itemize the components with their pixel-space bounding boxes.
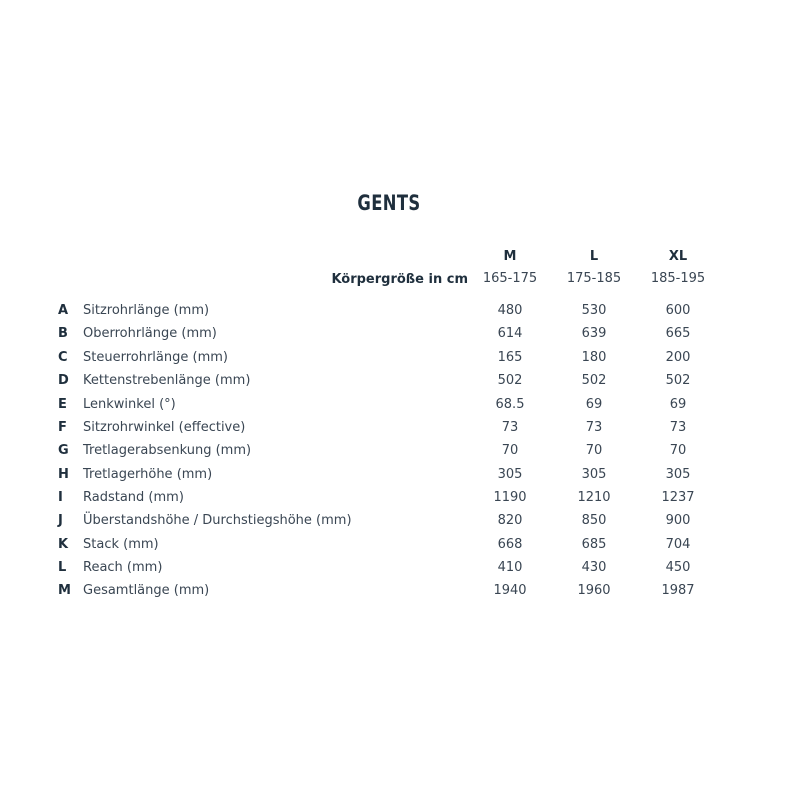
table-row: [0, 303, 807, 323]
value-l: 430: [581, 560, 607, 575]
value-l: 1960: [577, 583, 611, 598]
value-xl: 704: [665, 537, 691, 552]
table-row: [0, 420, 807, 440]
row-label: Tretlagerhöhe (mm): [83, 467, 213, 482]
value-m: 1940: [493, 583, 527, 598]
value-m: 70: [501, 443, 519, 458]
value-l: 69: [585, 397, 603, 412]
value-m: 502: [497, 373, 523, 388]
row-label: Steuerrohrlänge (mm): [83, 350, 228, 365]
page-title: GENTS: [357, 191, 421, 215]
table-row: [0, 397, 807, 417]
row-label: Oberrohrlänge (mm): [83, 326, 217, 341]
row-label: Sitzrohrwinkel (effective): [83, 420, 246, 435]
value-m: 1190: [493, 490, 527, 505]
row-letter: E: [58, 397, 67, 412]
value-l: 502: [581, 373, 607, 388]
body-height-label: Körpergröße in cm: [331, 272, 468, 287]
table-row: [0, 537, 807, 557]
value-xl: 450: [665, 560, 691, 575]
value-l: 70: [585, 443, 603, 458]
value-m: 820: [497, 513, 523, 528]
value-xl: 502: [665, 373, 691, 388]
value-m: 480: [497, 303, 523, 318]
row-letter: M: [58, 583, 71, 598]
row-letter: I: [58, 490, 63, 505]
table-row: [0, 443, 807, 463]
body-height-m: 165-175: [482, 271, 538, 286]
value-xl: 1987: [661, 583, 695, 598]
row-label: Sitzrohrlänge (mm): [83, 303, 210, 318]
value-m: 410: [497, 560, 523, 575]
value-m: 68.5: [495, 397, 525, 412]
row-letter: H: [58, 467, 69, 482]
table-row: [0, 513, 807, 533]
value-l: 685: [581, 537, 607, 552]
row-label: Gesamtlänge (mm): [83, 583, 210, 598]
table-row: [0, 490, 807, 510]
row-letter: A: [58, 303, 69, 318]
body-height-xl: 185-195: [650, 271, 706, 286]
value-l: 530: [581, 303, 607, 318]
value-xl: 70: [669, 443, 687, 458]
table-row: [0, 373, 807, 393]
row-label: Radstand (mm): [83, 490, 184, 505]
value-m: 614: [497, 326, 523, 341]
value-xl: 200: [665, 350, 691, 365]
row-letter: L: [58, 560, 67, 575]
value-m: 165: [497, 350, 523, 365]
value-xl: 900: [665, 513, 691, 528]
row-label: Kettenstrebenlänge (mm): [83, 373, 251, 388]
value-xl: 73: [669, 420, 687, 435]
size-header-m: M: [503, 249, 517, 264]
value-l: 73: [585, 420, 603, 435]
row-label: Lenkwinkel (°): [83, 397, 176, 412]
table-row: [0, 326, 807, 346]
row-letter: J: [58, 513, 63, 528]
row-label: Reach (mm): [83, 560, 163, 575]
table-row: [0, 350, 807, 370]
value-l: 180: [581, 350, 607, 365]
value-m: 73: [501, 420, 519, 435]
value-xl: 600: [665, 303, 691, 318]
value-l: 305: [581, 467, 607, 482]
body-height-l: 175-185: [566, 271, 622, 286]
value-xl: 665: [665, 326, 691, 341]
table-row: [0, 467, 807, 487]
row-label: Überstandshöhe / Durchstiegshöhe (mm): [83, 513, 352, 528]
row-label: Stack (mm): [83, 537, 159, 552]
value-m: 668: [497, 537, 523, 552]
value-m: 305: [497, 467, 523, 482]
row-letter: B: [58, 326, 68, 341]
value-l: 1210: [577, 490, 611, 505]
size-header-l: L: [589, 249, 599, 264]
row-letter: D: [58, 373, 69, 388]
value-l: 639: [581, 326, 607, 341]
value-l: 850: [581, 513, 607, 528]
table-row: [0, 583, 807, 603]
size-header-xl: XL: [668, 249, 688, 264]
value-xl: 1237: [661, 490, 695, 505]
row-letter: G: [58, 443, 69, 458]
table-row: [0, 560, 807, 580]
value-xl: 69: [669, 397, 687, 412]
row-label: Tretlagerabsenkung (mm): [83, 443, 252, 458]
row-letter: C: [58, 350, 68, 365]
row-letter: F: [58, 420, 67, 435]
row-letter: K: [58, 537, 69, 552]
value-xl: 305: [665, 467, 691, 482]
